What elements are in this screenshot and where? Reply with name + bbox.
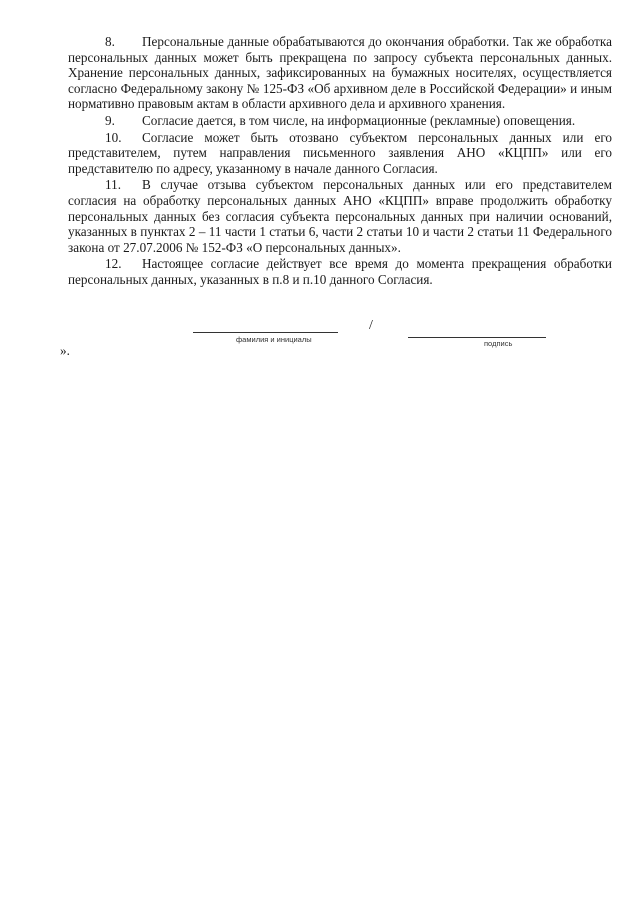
paragraph-12 — [68, 256, 612, 287]
paragraph-10 — [68, 130, 612, 177]
paragraph-text: Персональные данные обрабатываются до окончания обработки. Так же обработка персональных данных может быть прекращена по запросу субъекта персональных данных. Хранение персональных данных, зафиксированных на бумажных носителях, осуществляется согласно Федеральному закону № 125-ФЗ «Об архивном деле в Российской Федерации» и иным нормативно правовым актам в области архивного дела и архивного хранения. — [68, 34, 612, 112]
signature-separator: / — [369, 318, 373, 333]
signature-block — [0, 318, 640, 362]
paragraph-text: В случае отзыва субъектом персональных данных или его представителем согласия на обработку персональных данных АНО «КЦПП» вправе продолжить обработку персональных данных без согласия субъекта персональных данных при наличии оснований, указанных в пунктах 2 – 11 части 1 статьи 6, части 2 статьи 10 и части 2 статьи 11 Федерального закона от 27.07.2006 № 152-ФЗ «О персональных данных». — [68, 177, 612, 255]
paragraph-number: 8. — [105, 34, 115, 49]
paragraph-text: Согласие дается, в том числе, на информационные (рекламные) оповещения. — [142, 112, 576, 128]
paragraph-number: 9. — [105, 112, 115, 128]
paragraph-number: 11. — [105, 177, 121, 193]
paragraph-9 — [68, 113, 612, 129]
name-caption: фамилия и инициалы — [236, 335, 312, 344]
name-line[interactable] — [193, 332, 338, 333]
closing-quote: ». — [60, 343, 70, 358]
signature-caption: подпись — [484, 339, 513, 348]
signature-line[interactable] — [408, 337, 546, 338]
paragraph-8 — [68, 34, 612, 112]
paragraph-number: 12. — [105, 256, 122, 272]
paragraph-11 — [68, 177, 612, 255]
paragraph-number: 10. — [105, 129, 122, 145]
paragraph-text: Настоящее согласие действует все время до момента прекращения обработки персональных данных, указанных в п.8 и п.10 данного Согласия. — [68, 256, 612, 287]
paragraph-text: Согласие может быть отозвано субъектом персональных данных или его представителем, путем направления письменного заявления АНО «КЦПП» или его представителю по адресу, указанному в начале данного Согласия. — [68, 129, 612, 176]
